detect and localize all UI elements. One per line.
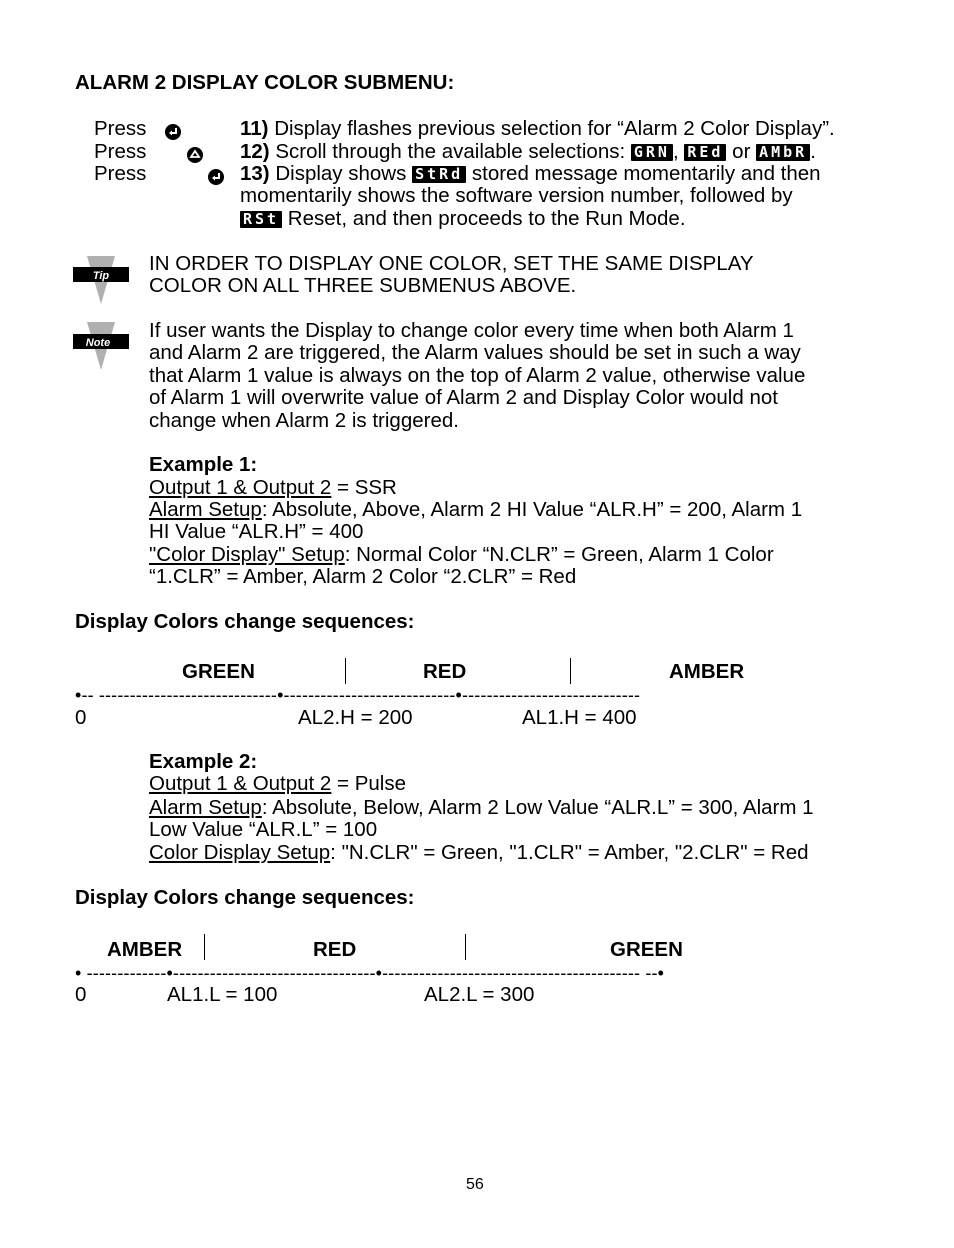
example-1-line2 (149, 499, 802, 522)
step-text: Reset, and then proceeds to the Run Mode. (282, 207, 686, 230)
seq1-value-start: 0 (75, 706, 87, 729)
separator: or (726, 140, 757, 163)
display-ambr: AMbR (756, 144, 810, 161)
example-1-line1 (149, 477, 397, 500)
seq1-label-green: GREEN (182, 660, 255, 683)
seq2-value-al1: AL1.L = 100 (167, 983, 278, 1006)
page-number: 56 (466, 1176, 484, 1193)
seq1-label-amber: AMBER (669, 660, 745, 683)
display-strd: StRd (412, 166, 466, 183)
step-11 (240, 118, 835, 141)
display-grn: GRN (631, 144, 673, 161)
press-label-12: Press (94, 140, 147, 163)
seq2-label-amber: AMBER (107, 938, 183, 961)
note-text-3: that Alarm 1 value is always on the top of Alarm 2 value, otherwise value (149, 364, 806, 387)
example-2-line1 (149, 773, 406, 796)
seq2-dash-line: • -------------•---------------------------------•------------------------------------------ --• (75, 963, 665, 983)
enter-icon (165, 124, 181, 140)
seq1-dash-line: •-- -----------------------------•----------------------------•----------------------------- (75, 685, 641, 705)
note-text-2: and Alarm 2 are triggered, the Alarm values should be set in such a way (149, 341, 801, 364)
separator: , (672, 140, 685, 163)
up-arrow-icon (187, 147, 203, 163)
enter-icon (208, 169, 224, 185)
sequence-heading-2: Display Colors change sequences: (75, 886, 415, 909)
seq1-divider (570, 658, 571, 684)
example-1-title: Example 1: (149, 453, 258, 476)
note-text-4: of Alarm 1 will overwrite value of Alarm 2 and Display Color would not (149, 386, 778, 409)
press-label-11: Press (94, 117, 147, 140)
note-text-5: change when Alarm 2 is triggered. (149, 409, 459, 432)
example-2-title: Example 2: (149, 750, 258, 773)
setting-name: Alarm Setup (149, 498, 262, 521)
press-label-13: Press (94, 162, 147, 185)
setting-name: Color Display Setup (149, 841, 331, 864)
setting-name: "Color Display" Setup (149, 543, 345, 566)
example-1-line4 (149, 544, 774, 567)
note-text-1: If user wants the Display to change color every time when both Alarm 1 (149, 319, 794, 342)
seq2-divider (204, 934, 205, 960)
step-13-line2: momentarily shows the software version number, followed by (240, 184, 793, 207)
seq2-value-al2: AL2.L = 300 (424, 983, 535, 1006)
display-red: REd (684, 144, 726, 161)
example-1-line5: “1.CLR” = Amber, Alarm 2 Color “2.CLR” = Red (149, 565, 577, 588)
seq1-label-red: RED (423, 660, 467, 683)
note-label: Note (85, 337, 111, 349)
setting-value: : Normal Color “N.CLR” = Green, Alarm 1 Color (344, 543, 774, 566)
step-end: . (810, 140, 816, 163)
sequence-heading-1: Display Colors change sequences: (75, 610, 415, 633)
step-number: 12) (240, 140, 270, 163)
example-2-line3: Low Value “ALR.L” = 100 (149, 818, 378, 841)
setting-name: Alarm Setup (149, 796, 262, 819)
setting-value: = SSR (331, 476, 397, 499)
setting-name: Output 1 & Output 2 (149, 772, 332, 795)
seq2-label-red: RED (313, 938, 357, 961)
example-2-line2 (149, 797, 814, 820)
seq2-value-start: 0 (75, 983, 87, 1006)
seq2-divider (465, 934, 466, 960)
setting-value: = Pulse (331, 772, 406, 795)
display-rst: RSt (240, 211, 282, 228)
seq1-divider (345, 658, 346, 684)
example-1-line3: HI Value “ALR.H” = 400 (149, 520, 364, 543)
step-13-line3 (240, 208, 686, 231)
setting-value: : "N.CLR" = Green, "1.CLR" = Amber, "2.CLR" = Red (330, 841, 809, 864)
seq1-value-al2: AL2.H = 200 (298, 706, 413, 729)
step-text: Scroll through the available selections: (269, 140, 631, 163)
setting-name: Output 1 & Output 2 (149, 476, 332, 499)
step-number: 13) (240, 162, 270, 185)
step-text: stored message momentarily and then (466, 162, 821, 185)
seq2-label-green: GREEN (610, 938, 683, 961)
example-2-line4 (149, 842, 809, 865)
setting-value: : Absolute, Below, Alarm 2 Low Value “ALR.L” = 300, Alarm 1 (261, 796, 814, 819)
step-number: 11) (240, 117, 269, 140)
tip-label: Tip (92, 270, 110, 282)
step-text: Display flashes previous selection for “Alarm 2 Color Display”. (268, 117, 835, 140)
step-text: Display shows (269, 162, 413, 185)
tip-icon (73, 254, 129, 306)
step-12 (240, 141, 816, 164)
tip-text-1: IN ORDER TO DISPLAY ONE COLOR, SET THE SAME DISPLAY (149, 252, 754, 275)
tip-text-2: COLOR ON ALL THREE SUBMENUS ABOVE. (149, 274, 577, 297)
setting-value: : Absolute, Above, Alarm 2 HI Value “ALR.H” = 200, Alarm 1 (261, 498, 803, 521)
section-heading: ALARM 2 DISPLAY COLOR SUBMENU: (75, 71, 455, 94)
step-13 (240, 163, 821, 186)
seq1-value-al1: AL1.H = 400 (522, 706, 637, 729)
note-icon (73, 320, 129, 372)
